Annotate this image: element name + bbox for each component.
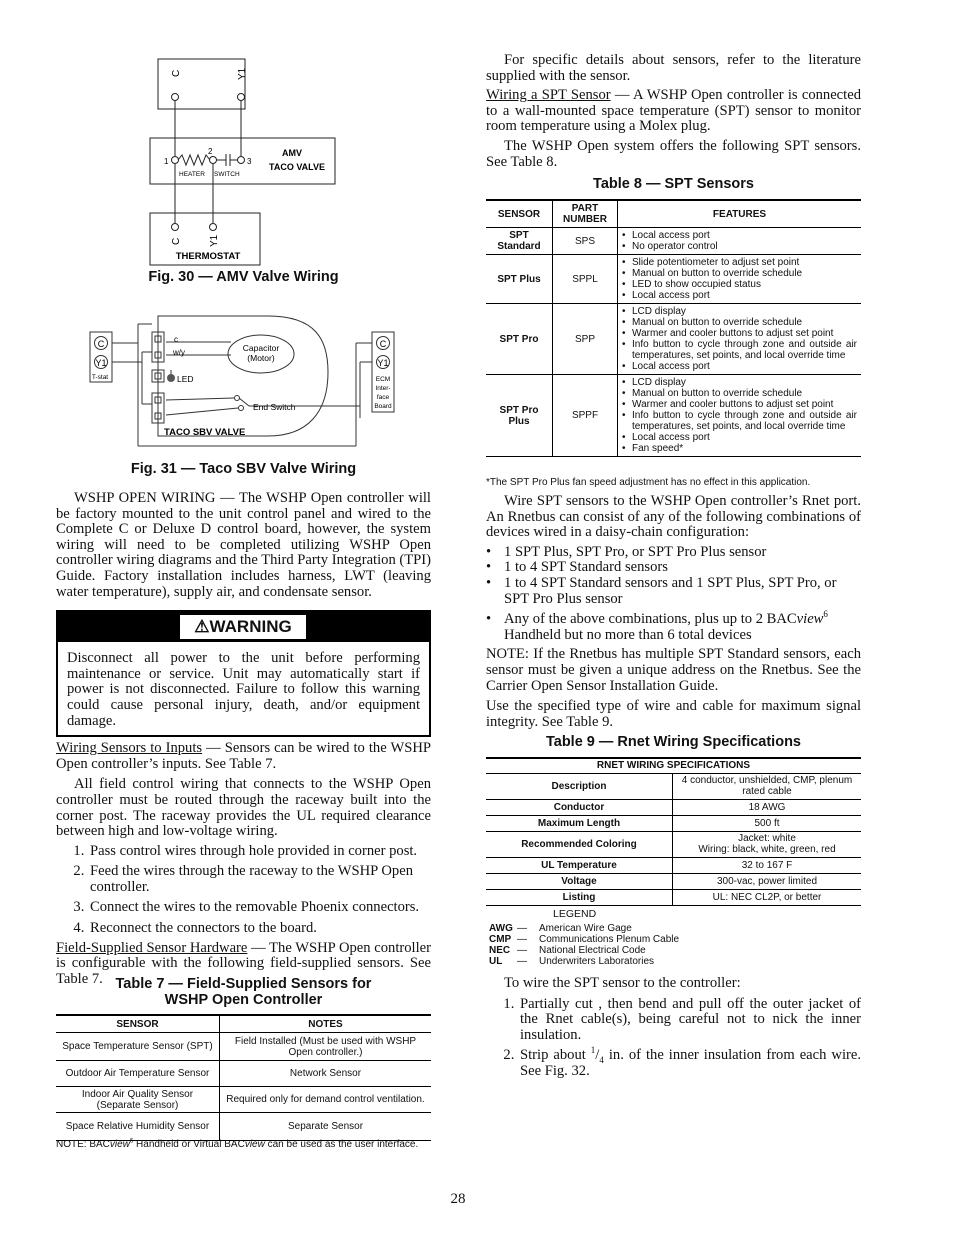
warning-text: Disconnect all power to the unit before performing maintenance or service. Unit may automatically start if power is not disconnected. Failure to follow this warning could cause personal injury, death, and/or equipment damage. [67,650,420,729]
feature-list [622,306,857,372]
step2-num: 1 [590,1045,596,1056]
fig31-inner-c: c [174,335,178,344]
table-cell: 18 AWG [673,799,862,815]
feature-list [622,230,857,252]
table8-header-sensor: SENSOR [486,200,553,228]
table-cell: SPS [553,228,618,255]
table-header-row [486,758,861,773]
table-cell: Space Relative Humidity Sensor [56,1113,220,1141]
warning-label: WARNING [209,617,292,637]
legend-abbr: NEC [489,945,511,956]
table7-note-sup: 6 [129,1138,134,1145]
table-cell: Recommended Coloring [486,831,673,857]
table-row [486,375,861,457]
table-cell: 4 conductor, unshielded, CMP, plenum rated cable [673,773,862,799]
table-row [486,873,861,889]
fig30-diagram [140,55,350,267]
spt-wiring-steps [486,997,861,1080]
right-column-bottom [486,976,861,1085]
use-wire-paragraph: Use the specified type of wire and cable for maximum signal integrity. See Table 9. [486,698,861,730]
list-item: • Local access port [632,361,857,372]
list-item: • Local access port [632,290,857,301]
step2-text-a: Strip about [520,1047,591,1064]
list-item: • 1 SPT Plus, SPT Pro, or SPT Pro Plus sensor [504,545,861,561]
fig30-num3: 3 [247,157,252,166]
rnetbus-note: NOTE: If the Rnetbus has multiple SPT Standard sensors, each sensor must be given a unique address on the Rnetbus. See the Carrier Open Sensor Installation Guide. [486,646,861,694]
field-control-paragraph: All field control wiring that connects to the WSHP Open controller must be routed through the raceway built into the corner post. The raceway provides the UL required clearance between high and low-voltage wiring. [56,776,431,840]
table-cell: SPP [553,304,618,375]
wiring-spt-paragraph [486,88,861,135]
table-cell: SPT Pro Plus [486,375,553,457]
table7-note [56,1139,431,1150]
table9-legend-title: LEGEND [553,908,597,920]
fig30-tstat-c: C [171,237,182,245]
fig31-valve: TACO SBV VALVE [164,427,246,438]
table-cell: Maximum Length [486,815,673,831]
list-item: • Manual on button to override schedule [632,317,857,328]
list-item: • 1 to 4 SPT Standard sensors [504,560,861,576]
list-item: • Local access port [632,230,857,241]
to-wire-paragraph: To wire the SPT sensor to the controller: [504,975,741,991]
fig31-capacitor: Capacitor [242,343,280,353]
rnet-combinations-list [486,545,861,644]
right-column-top [486,53,861,170]
table7-note-mid: Handheld or Virtual BAC [133,1139,245,1150]
table-header-row [56,1015,431,1033]
field-supplied-text: — The WSHP Open controller is configurable with the following field-supplied sensors. See Table 7. [56,939,431,987]
page-number: 28 [450,1191,466,1207]
table-cell: UL: NEC CL2P, or better [673,889,862,905]
legend-dash: — [517,945,527,956]
table-cell [618,375,862,457]
legend-abbr: CMP [489,934,512,945]
table-cell: SPT Plus [486,255,553,304]
table-cell: Voltage [486,873,673,889]
table-row [486,304,861,375]
list-item [504,609,861,643]
offers-paragraph: The WSHP Open system offers the following SPT sensors. See Table 8. [486,137,861,170]
table-cell: Listing [486,889,673,905]
right-column-middle [486,494,861,730]
list-item: • Warmer and cooler buttons to adjust set point [632,328,857,339]
fig31-diagram [86,300,406,456]
bullet4-sup: 6 [823,609,828,620]
fig31-right-label-0: ECM [375,376,391,383]
feature-list [622,377,857,454]
table9-legend [489,923,679,967]
table-header-row [486,200,861,228]
step2-slash: / [595,1047,600,1064]
table7-note-prefix: NOTE: BAC [56,1139,110,1150]
fig30-num2: 2 [208,147,213,156]
list-item: • Warmer and cooler buttons to adjust set point [632,399,857,410]
table7-note-end: can be used as the user interface. [264,1139,419,1150]
table9 [486,757,861,906]
fig31-led: LED [177,374,194,384]
table8-title: Table 8 — SPT Sensors [593,176,754,192]
list-item [518,1045,861,1079]
table-row [486,799,861,815]
table7-note-view: view [109,1139,130,1150]
table-cell: 300-vac, power limited [673,873,862,889]
fig31-caption: Fig. 31 — Taco SBV Valve Wiring [130,461,357,477]
table-cell: Required only for demand control ventilation. [220,1087,432,1113]
table8-header-part: PART NUMBER [553,200,618,228]
feature-list [622,257,857,301]
legend-row [489,956,679,967]
wiring-sensors-text: — Sensors can be wired to the WSHP Open controller’s inputs. See Table 7. [56,740,431,772]
table-cell: SPT Standard [486,228,553,255]
table-cell: SPPF [553,375,618,457]
table-cell: Network Sensor [220,1061,432,1087]
list-item: • No operator control [632,241,857,252]
fig31-right-label-2: face [376,394,390,401]
fig30-heater: HEATER [179,171,205,178]
table7-header-sensor: SENSOR [56,1015,220,1033]
table7-title [56,976,431,1008]
intro-paragraph: For specific details about sensors, refer to the literature supplied with the sensor. [486,52,861,84]
table7 [56,1014,431,1141]
fig30-valve-subtitle: TACO VALVE [269,162,325,172]
table8-footnote: *The SPT Pro Plus fan speed adjustment has no effect in this application. [486,477,811,488]
field-supplied-heading: Field-Supplied Sensor Hardware [56,939,248,956]
rnet-intro-paragraph: Wire SPT sensors to the WSHP Open controller’s Rnet port. An Rnetbus can consist of any of the following combinations of devices wired in a daisy-chain configuration: [486,493,861,541]
table-cell: Indoor Air Quality Sensor (Separate Sensor) [56,1087,220,1113]
list-item: • Slide potentiometer to adjust set point [632,257,857,268]
list-item: 2. Feed the wires through the raceway to the WSHP Open controller. [88,864,431,895]
list-item: • Info button to cycle through zone and outside air temperatures, set points, and local override time [632,339,857,361]
table-cell: Field Installed (Must be used with WSHP Open controller.) [220,1033,432,1061]
table-cell: Conductor [486,799,673,815]
fig31-motor: (Motor) [247,353,275,363]
left-column [56,491,431,987]
table-row [56,1061,431,1087]
bullet4-text-a: Any of the above combinations, plus up to 2 BAC [504,611,797,628]
table7-note-view2: view [244,1139,265,1150]
list-item: 3. Connect the wires to the removable Phoenix connectors. [88,900,431,916]
list-item: • Local access port [632,432,857,443]
table7-title-line1: Table 7 — Field-Supplied Sensors for [115,976,372,992]
list-item: 4. Reconnect the connectors to the board. [88,921,431,937]
table-cell: SPPL [553,255,618,304]
list-item: 1. Partially cut , then bend and pull off the outer jacket of the Rnet cable(s), being careful not to nick the inner insulation. [518,997,861,1044]
fig31-inner-wy: w/y [173,348,185,357]
fig30-num1: 1 [164,157,169,166]
legend-def: American Wire Gage [539,923,632,934]
fig30-top-y1: Y1 [237,67,248,80]
legend-dash: — [517,956,527,967]
legend-def: Underwriters Laboratories [539,956,655,967]
step2-den: 4 [599,1055,604,1066]
warning-label-box [180,615,306,639]
legend-abbr: UL [489,956,503,967]
bullet4-text-b: Handheld but no more than 6 total devices [504,626,752,643]
fig31-right-y1: Y1 [377,358,389,368]
legend-abbr: AWG [489,923,513,934]
raceway-steps [56,844,431,937]
table-cell: 32 to 167 F [673,857,862,873]
list-item: • LCD display [632,377,857,388]
fig30-caption: Fig. 30 — AMV Valve Wiring [148,269,339,285]
table-cell: Separate Sensor [220,1113,432,1141]
legend-def: Communications Plenum Cable [539,934,680,945]
legend-dash: — [517,923,527,934]
table-cell: UL Temperature [486,857,673,873]
table-cell: 500 ft [673,815,862,831]
legend-dash: — [517,934,527,945]
list-item: • LCD display [632,306,857,317]
bullet4-view: view [796,611,824,628]
table7-title-line2: WSHP Open Controller [164,992,323,1008]
table-row [486,831,861,857]
table7-header-notes: NOTES [220,1015,432,1033]
table-cell: Jacket: white Wiring: black, white, green, red [673,831,862,857]
table-row [486,773,861,799]
table-cell [618,255,862,304]
table-row [486,255,861,304]
table-cell [618,304,862,375]
wiring-spt-heading: Wiring a SPT Sensor [486,87,611,104]
fig31-left-c: C [97,339,105,349]
table9-header: RNET WIRING SPECIFICATIONS [486,758,861,773]
wshp-open-wiring-paragraph: WSHP OPEN WIRING — The WSHP Open controller will be factory mounted to the unit control panel and wired to the Complete C or Deluxe D control board, however, the system wiring will need to be completed utilizing WSHP Open controller wiring diagrams and the Third Party Integration (TPI) Guide. Factory installation includes harness, LWT (leaving water temperature), supply air, and condensate sensor. [56,490,432,600]
list-item: • 1 to 4 SPT Standard sensors and 1 SPT Plus, SPT Pro, or SPT Pro Plus sensor [504,576,861,607]
list-item: • Manual on button to override schedule [632,268,857,279]
legend-row [489,945,679,956]
table-cell: Space Temperature Sensor (SPT) [56,1033,220,1061]
fig31-left-label: T-stat [91,374,109,381]
table-cell: Outdoor Air Temperature Sensor [56,1061,220,1087]
table8 [486,199,861,457]
table-row [486,228,861,255]
fig31-left-y1: Y1 [95,358,107,368]
wiring-sensors-heading: Wiring Sensors to Inputs [56,740,203,757]
fig30-tstat-y1: Y1 [209,234,220,247]
warning-triangle-icon: ⚠ [194,617,210,637]
table9-title: Table 9 — Rnet Wiring Specifications [545,734,801,750]
table-row [56,1033,431,1061]
table-cell: Description [486,773,673,799]
fig30-valve-title: AMV [282,148,302,158]
legend-row [489,934,679,945]
wiring-spt-text: — A WSHP Open controller is connected to a wall-mounted space temperature (SPT) sensor to monitor room temperature using a Molex plug. [486,87,861,135]
fig30-thermostat: THERMOSTAT [175,251,241,262]
fig31-right-label-1: Inter- [375,385,391,392]
table-row [486,857,861,873]
wiring-sensors-paragraph [56,741,431,772]
list-item: • Info button to cycle through zone and outside air temperatures, set points, and local override time [632,410,857,432]
table-cell [618,228,862,255]
fig31-end-switch: End Switch [253,402,296,412]
list-item: • Fan speed* [632,443,857,454]
table8-header-features: FEATURES [618,200,862,228]
fig30-top-c: C [171,69,182,77]
warning-box [56,610,431,737]
fig31-right-label-3: Board [374,403,392,410]
list-item: • LED to show occupied status [632,279,857,290]
fig31-right-c: C [379,339,387,349]
legend-def: National Electrical Code [539,945,646,956]
table-cell: SPT Pro [486,304,553,375]
table-row [486,815,861,831]
list-item: • Manual on button to override schedule [632,388,857,399]
fig30-switch: SWITCH [214,171,240,178]
table-row [486,889,861,905]
list-item: 1. Pass control wires through hole provided in corner post. [88,844,431,860]
table-row [56,1087,431,1113]
step2-text-b: in. of the inner insulation from each wire. See Fig. 32. [520,1047,861,1079]
table-row [56,1113,431,1141]
legend-row [489,923,679,934]
warning-header [58,612,429,642]
